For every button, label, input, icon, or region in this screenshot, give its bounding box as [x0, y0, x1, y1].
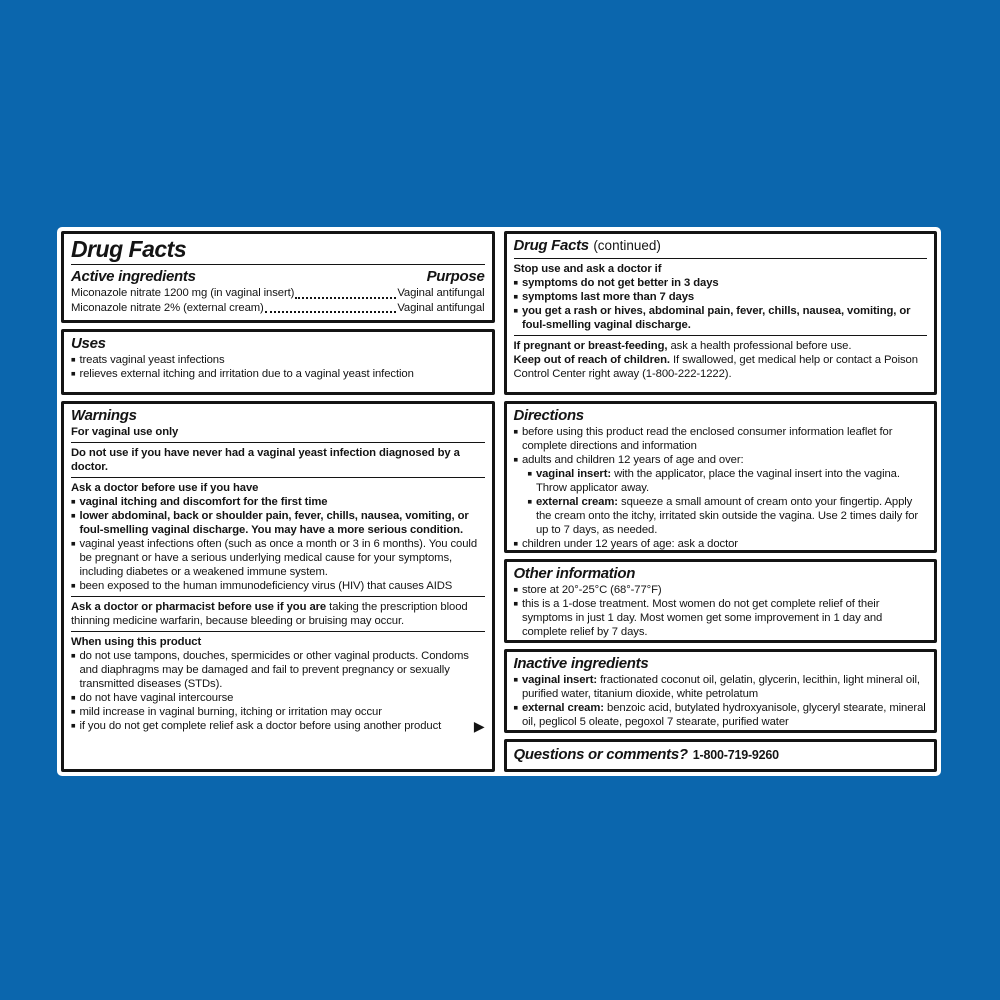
- divider: [71, 264, 485, 265]
- active-ingredients-heading: Active ingredients: [71, 267, 196, 285]
- uses-box: [61, 329, 495, 395]
- ask-doctor-heading: Ask a doctor before use if you have: [71, 482, 259, 495]
- drug-facts-title: Drug Facts: [71, 236, 187, 262]
- vaginal-insert-ingredients: fractionated coconut oil, gelatin, glycerin, lecithin, light mineral oil, purified water, titanium dioxide, white petrolatum: [521, 674, 920, 701]
- warning-bullet: mild increase in vaginal burning, itching or irritation may occur: [79, 706, 382, 719]
- bullet-icon: ■: [527, 469, 532, 479]
- stop-use-bullet: you get a rash or hives, abdominal pain, fever, chills, nausea, vomiting, or foul-smelling vaginal discharge.: [521, 305, 911, 331]
- keep-out-lead: Keep out of reach of children.: [513, 354, 670, 366]
- divider: [71, 442, 485, 443]
- ingredient-row: [71, 301, 485, 315]
- inactive-ingredients-box: [504, 649, 938, 733]
- vaginal-insert-lead: vaginal insert:: [521, 674, 598, 687]
- stop-use-heading: Stop use and ask a doctor if: [513, 263, 662, 275]
- pregnant-rest: ask a health professional before use.: [670, 340, 852, 352]
- bullet-icon: ■: [71, 511, 76, 521]
- ask-pharmacist-lead: Ask a doctor or pharmacist before use if you are: [71, 601, 327, 614]
- warning-bullet: been exposed to the human immunodeficiency virus (HIV) that causes AIDS: [79, 580, 453, 593]
- list-item: [71, 495, 485, 509]
- dot-leader: [295, 297, 396, 299]
- other-info-bullet: store at 20°-25°C (68°-77°F): [521, 584, 662, 597]
- warnings-box: [61, 401, 495, 772]
- list-item: [514, 673, 928, 701]
- divider: [514, 335, 928, 336]
- left-column: [61, 231, 495, 772]
- bullet-icon: ■: [71, 581, 76, 591]
- list-item: [514, 276, 928, 290]
- list-item: [71, 509, 485, 537]
- drug-facts-continued-title: Drug Facts: [513, 237, 589, 254]
- divider: [71, 477, 485, 478]
- warning-bullet: lower abdominal, back or shoulder pain, fever, chills, nausea, vomiting, or foul-smelling vaginal discharge. You may have a more serious condition.: [79, 510, 469, 537]
- pregnant-text: [514, 339, 928, 353]
- when-using-heading: When using this product: [71, 636, 202, 649]
- bullet-icon: ■: [513, 278, 518, 287]
- list-item: [71, 367, 485, 381]
- vaginal-insert-lead: vaginal insert:: [535, 468, 612, 481]
- bullet-icon: ■: [71, 721, 76, 731]
- bullet-icon: ■: [71, 497, 76, 507]
- ingredient-purpose: Vaginal antifungal: [397, 287, 485, 300]
- warning-bullet: vaginal itching and discomfort for the first time: [79, 496, 328, 509]
- questions-box: [504, 739, 938, 772]
- list-item: [528, 495, 928, 537]
- list-item: [514, 425, 928, 453]
- bullet-icon: ■: [71, 355, 76, 365]
- list-item: [71, 353, 485, 367]
- bullet-icon: ■: [71, 539, 76, 549]
- do-not-use-text: Do not use if you have never had a vaginal yeast infection diagnosed by a doctor.: [71, 447, 460, 474]
- directions-heading: Directions: [513, 407, 584, 424]
- stop-use-bullet: symptoms last more than 7 days: [521, 291, 695, 303]
- list-item: [514, 304, 928, 332]
- bullet-icon: ■: [513, 292, 518, 301]
- ingredient-purpose: Vaginal antifungal: [397, 301, 485, 314]
- list-item: [514, 597, 928, 639]
- directions-bullet: children under 12 years of age: ask a doctor: [521, 538, 738, 551]
- list-item: [514, 453, 928, 467]
- external-cream-lead: external cream:: [535, 496, 618, 509]
- list-item: [71, 579, 485, 593]
- list-item: [71, 719, 485, 733]
- warning-bullet: if you do not get complete relief ask a doctor before using another product: [79, 720, 442, 733]
- bullet-icon: ■: [513, 675, 518, 685]
- directions-sub-bullet: [536, 495, 927, 537]
- list-item: [71, 691, 485, 705]
- drug-facts-panel: [57, 227, 941, 776]
- bullet-icon: ■: [513, 455, 518, 465]
- for-vaginal-use-only: For vaginal use only: [71, 426, 179, 439]
- pregnant-lead: If pregnant or breast-feeding,: [513, 340, 668, 352]
- directions-box: [504, 401, 938, 553]
- continued-box: [504, 231, 938, 395]
- bullet-icon: ■: [527, 497, 532, 507]
- inactive-bullet: [522, 673, 927, 701]
- other-information-heading: Other information: [513, 565, 636, 582]
- inactive-ingredients-heading: Inactive ingredients: [513, 655, 649, 672]
- bullet-icon: ■: [71, 651, 76, 661]
- uses-bullet: relieves external itching and irritation due to a vaginal yeast infection: [79, 368, 414, 381]
- divider: [514, 258, 928, 259]
- ask-pharmacist-rest: taking the prescription blood thinning medicine warfarin, because bleeding or bruising may occur.: [71, 601, 468, 628]
- external-cream-ingredients: benzoic acid, butylated hydroxyanisole, glyceryl stearate, mineral oil, peglicol 5 oleate, pegoxol 7 stearate, purified water: [521, 702, 926, 729]
- keep-out-rest: If swallowed, get medical help or contact a Poison Control Center right away (1-800-222-1222).: [513, 354, 918, 380]
- ingredient-name: Miconazole nitrate 2% (external cream): [71, 301, 264, 314]
- uses-bullet: treats vaginal yeast infections: [79, 354, 225, 367]
- warning-bullet: vaginal yeast infections often (such as once a month or 3 in 6 months). You could be pregnant or have a serious underlying medical cause for your symptoms, including diabetes or a weakened immune system.: [79, 538, 478, 579]
- uses-heading: Uses: [71, 335, 106, 352]
- external-cream-lead: external cream:: [521, 702, 604, 715]
- drug-facts-continued-heading: [514, 237, 928, 255]
- questions-phone-number: 1-800-719-9260: [692, 747, 779, 762]
- other-information-box: [504, 559, 938, 643]
- drug-facts-title-box: [61, 231, 495, 323]
- keep-out-text: [514, 353, 928, 381]
- list-item: [71, 705, 485, 719]
- external-cream-rest: squeeze a small amount of cream onto your fingertip. Apply the cream onto the itchy, irritated skin outside the vagina. Use 2 times daily for up to 7 days, as needed.: [535, 496, 919, 537]
- warning-bullet: do not have vaginal intercourse: [79, 692, 234, 705]
- divider: [71, 596, 485, 597]
- bullet-icon: ■: [513, 427, 518, 437]
- bullet-icon: ■: [513, 703, 518, 713]
- stop-use-bullet: symptoms do not get better in 3 days: [521, 277, 719, 289]
- ingredient-name: Miconazole nitrate 1200 mg (in vaginal insert): [71, 287, 295, 300]
- list-item: [514, 290, 928, 304]
- list-item: [528, 467, 928, 495]
- bullet-icon: ■: [513, 306, 518, 315]
- divider: [71, 631, 485, 632]
- directions-bullet: before using this product read the enclosed consumer information leaflet for complete directions and information: [521, 426, 893, 453]
- warning-bullet: do not use tampons, douches, spermicides or other vaginal products. Condoms and diaphragms may be damaged and fail to prevent pregnancy or sexually transmitted diseases (STDs).: [79, 650, 469, 691]
- list-item: [514, 583, 928, 597]
- list-item: [71, 537, 485, 579]
- ingredient-row: [71, 286, 485, 300]
- directions-sub-bullet: [536, 467, 927, 495]
- bullet-icon: ■: [71, 369, 76, 379]
- bullet-icon: ■: [71, 693, 76, 703]
- warnings-heading: Warnings: [71, 407, 137, 424]
- list-item: [514, 701, 928, 729]
- bullet-icon: ■: [513, 599, 518, 609]
- list-item: [514, 537, 928, 551]
- other-info-bullet: this is a 1-dose treatment. Most women do not get complete relief of their symptoms in just 1 day. Most women get some improvement in 1 day and complete relief by 7 days.: [521, 598, 883, 639]
- continued-label: (continued): [593, 238, 661, 253]
- bullet-icon: ■: [513, 585, 518, 595]
- bullet-icon: ■: [71, 707, 76, 717]
- inactive-bullet: [522, 701, 927, 729]
- dot-leader: [265, 311, 397, 313]
- questions-heading: Questions or comments?: [513, 746, 688, 763]
- right-column: [504, 231, 938, 772]
- bullet-icon: ■: [513, 539, 518, 549]
- directions-bullet: adults and children 12 years of age and over:: [521, 454, 744, 467]
- list-item: [71, 649, 485, 691]
- continued-arrow-icon: ▶: [473, 718, 485, 735]
- vaginal-insert-rest: with the applicator, place the vaginal insert into the vagina. Throw applicator away.: [535, 468, 900, 495]
- purpose-heading: Purpose: [426, 267, 485, 285]
- ask-pharmacist-text: [71, 600, 485, 628]
